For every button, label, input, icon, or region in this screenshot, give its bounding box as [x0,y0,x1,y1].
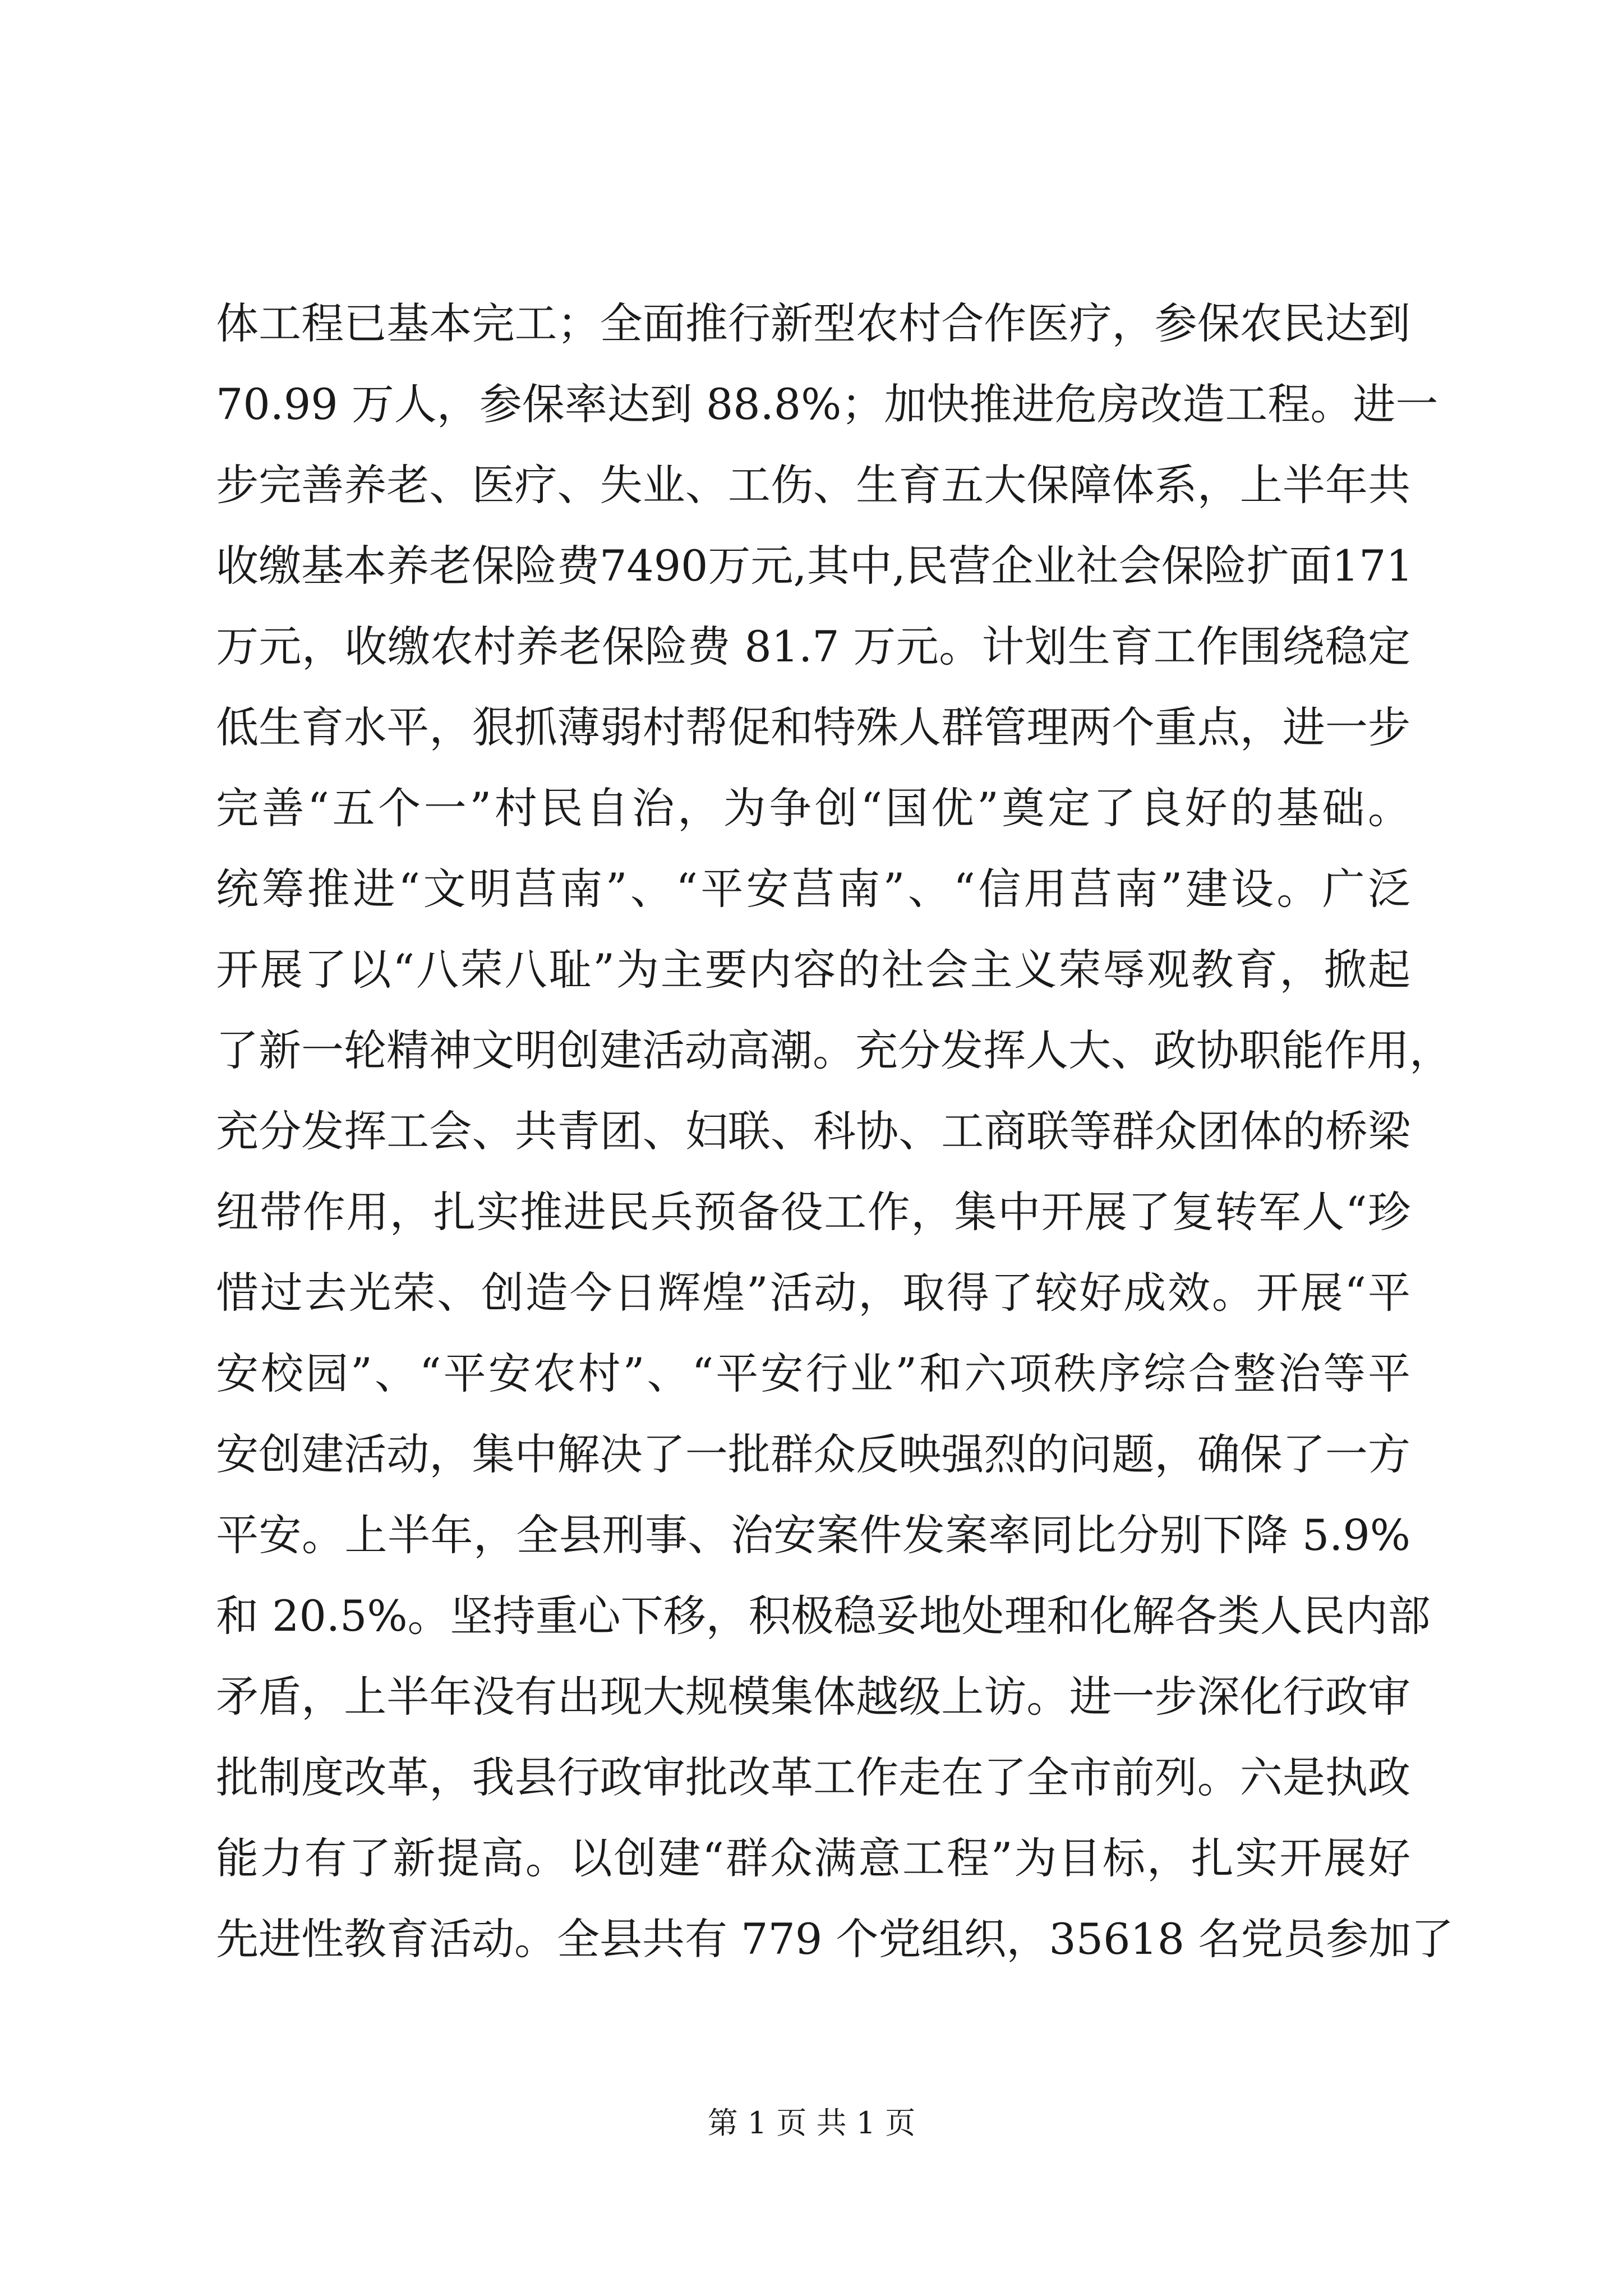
text-line: 惜过去光荣、创造今日辉煌”活动，取得了较好成效。开展“平 [216,1268,1410,1318]
text-line: 开展了以“八荣八耻”为主要内容的社会主义荣辱观教育，掀起 [216,945,1410,995]
text-line: 平安。上半年，全县刑事、治安案件发案率同比分别下降 5.9% [216,1510,1410,1560]
text-line: 能力有了新提高。以创建“群众满意工程”为目标，扎实开展好 [216,1833,1410,1883]
text-line: 批制度改革，我县行政审批改革工作走在了全市前列。六是执政 [216,1752,1410,1802]
text-line: 先进性教育活动。全县共有 779 个党组织，35618 名党员参加了 [216,1914,1454,1964]
text-line: 统筹推进“文明莒南”、“平安莒南”、“信用莒南”建设。广泛 [216,864,1410,914]
text-line: 安创建活动，集中解决了一批群众反映强烈的问题，确保了一方 [216,1429,1410,1479]
text-line: 收缴基本养老保险费7490万元,其中,民营企业社会保险扩面171 [216,541,1413,591]
text-line: 安校园”、“平安农村”、“平安行业”和六项秩序综合整治等平 [216,1349,1410,1398]
text-line: 体工程已基本完工；全面推行新型农村合作医疗，参保农民达到 [216,298,1410,348]
text-line: 70.99 万人，参保率达到 88.8%；加快推进危房改造工程。进一 [216,379,1438,429]
body-text [216,283,1454,1980]
text-line: 充分发挥工会、共青团、妇联、科协、工商联等群众团体的桥梁 [216,1106,1410,1156]
text-line: 完善“五个一”村民自治，为争创“国优”奠定了良好的基础。 [216,783,1410,833]
text-line: 和 20.5%。坚持重心下移，积极稳妥地处理和化解各类人民内部 [216,1591,1431,1641]
text-line: 万元，收缴农村养老保险费 81.7 万元。计划生育工作围绕稳定 [216,622,1410,671]
text-line: 低生育水平，狠抓薄弱村帮促和特殊人群管理两个重点，进一步 [216,702,1410,752]
text-line: 步完善养老、医疗、失业、工伤、生育五大保障体系，上半年共 [216,460,1410,510]
text-line: 纽带作用，扎实推进民兵预备役工作，集中开展了复转军人“珍 [216,1187,1410,1237]
text-line: 矛盾，上半年没有出现大规模集体越级上访。进一步深化行政审 [216,1672,1410,1722]
page-footer [0,2104,1623,2143]
text-line: 了新一轮精神文明创建活动高潮。充分发挥人大、政协职能作用， [216,1025,1452,1075]
page-number: 第 1 页 共 1 页 [707,2105,916,2141]
